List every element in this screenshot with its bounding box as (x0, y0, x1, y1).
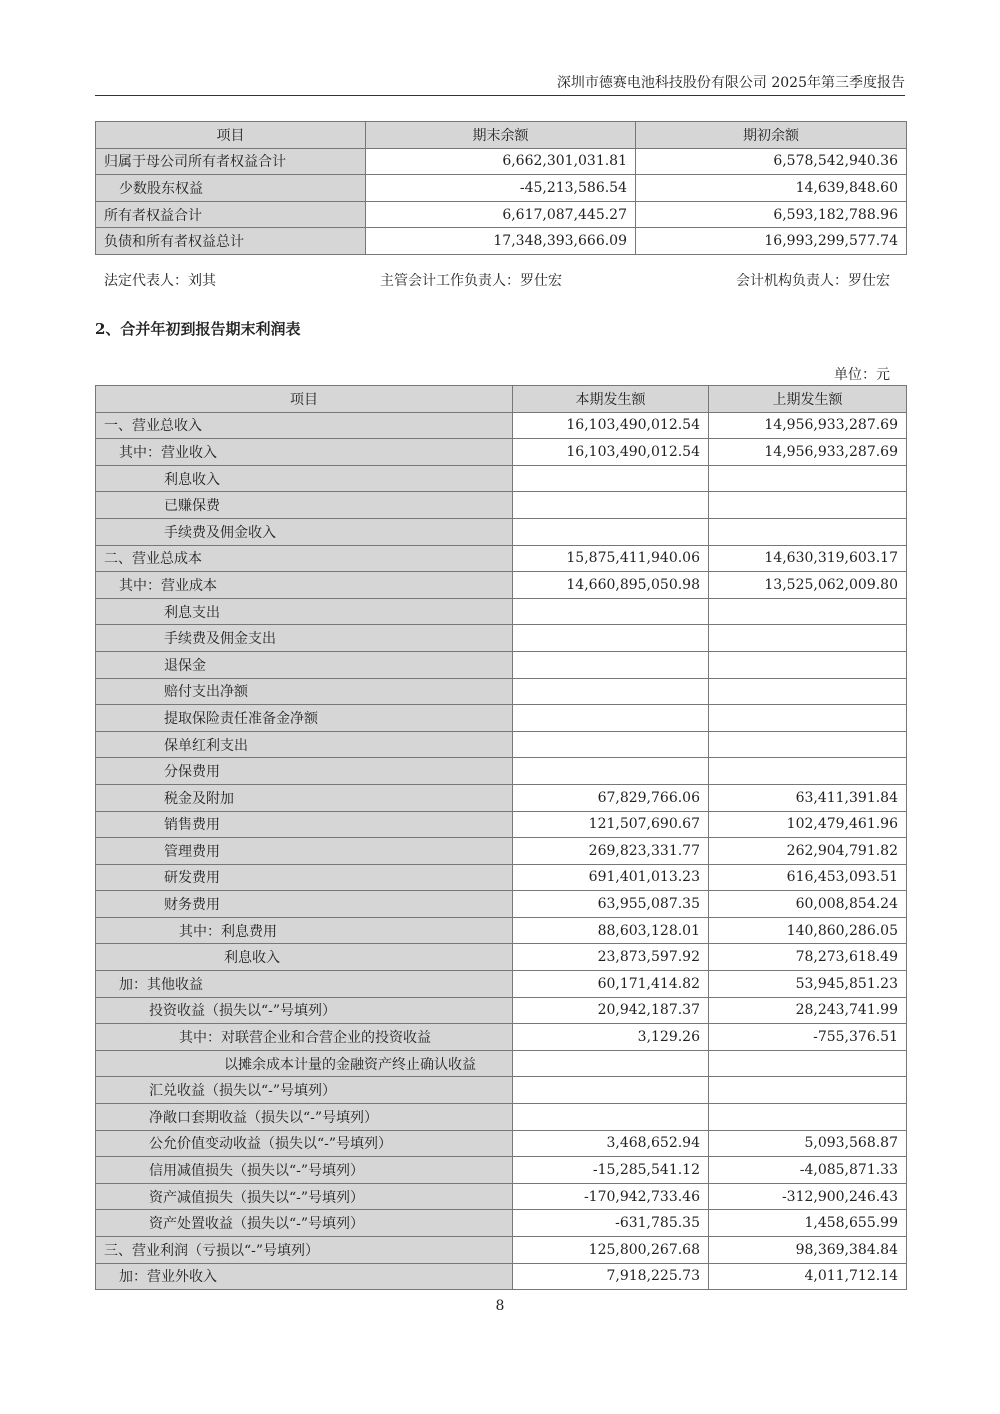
value-prev (709, 705, 907, 732)
table-header-row (96, 386, 907, 413)
value-cur: -15,285,541.12 (513, 1157, 709, 1184)
row-label: 汇兑收益（损失以“-”号填列） (96, 1077, 513, 1104)
row-label: 信用减值损失（损失以“-”号填列） (96, 1157, 513, 1184)
table-row (96, 518, 907, 545)
value-cur: 14,660,895,050.98 (513, 572, 709, 599)
value-prev: 5,093,568.87 (709, 1130, 907, 1157)
row-label: 研发费用 (96, 864, 513, 891)
table-row (96, 944, 907, 971)
table-row (96, 175, 907, 202)
column-header: 项目 (96, 122, 366, 149)
row-label: 公允价值变动收益（损失以“-”号填列） (96, 1130, 513, 1157)
value-cur: 269,823,331.77 (513, 838, 709, 865)
row-label: 其中：利息费用 (96, 917, 513, 944)
income-statement-table (95, 385, 907, 1290)
value-cur: 15,875,411,940.06 (513, 545, 709, 572)
table-row (96, 971, 907, 998)
table-row (96, 651, 907, 678)
value-prev: 4,011,712.14 (709, 1263, 907, 1290)
value-cur: 23,873,597.92 (513, 944, 709, 971)
value-prev (709, 625, 907, 652)
table-header-row (96, 122, 907, 149)
value-prev (709, 465, 907, 492)
table-row (96, 412, 907, 439)
value-prev (709, 678, 907, 705)
value-prev: 616,453,093.51 (709, 864, 907, 891)
row-label: 投资收益（损失以“-”号填列） (96, 997, 513, 1024)
header-rule (95, 95, 905, 96)
value-prev (709, 651, 907, 678)
row-label: 净敞口套期收益（损失以“-”号填列） (96, 1104, 513, 1131)
column-header: 期末余额 (366, 122, 636, 149)
value-cur: -631,785.35 (513, 1210, 709, 1237)
table-row (96, 811, 907, 838)
report-header: 深圳市德赛电池科技股份有限公司 2025年第三季度报告 (556, 75, 905, 91)
value-cur: 3,129.26 (513, 1024, 709, 1051)
value-begin: 16,993,299,577.74 (636, 228, 907, 255)
value-cur: 7,918,225.73 (513, 1263, 709, 1290)
value-prev: 53,945,851.23 (709, 971, 907, 998)
value-cur (513, 678, 709, 705)
value-prev (709, 758, 907, 785)
row-label: 利息收入 (96, 465, 513, 492)
table-row (96, 1024, 907, 1051)
value-cur: -170,942,733.46 (513, 1183, 709, 1210)
value-prev: 60,008,854.24 (709, 891, 907, 918)
balance-sheet-table (95, 121, 907, 255)
value-prev: -312,900,246.43 (709, 1183, 907, 1210)
row-label: 保单红利支出 (96, 731, 513, 758)
value-cur (513, 731, 709, 758)
value-cur (513, 465, 709, 492)
table-row (96, 678, 907, 705)
row-label: 少数股东权益 (96, 175, 366, 202)
table-row (96, 917, 907, 944)
table-row (96, 1050, 907, 1077)
table-row (96, 492, 907, 519)
value-cur: 691,401,013.23 (513, 864, 709, 891)
table-row (96, 1077, 907, 1104)
value-cur: 125,800,267.68 (513, 1237, 709, 1264)
value-cur (513, 758, 709, 785)
value-begin: 6,578,542,940.36 (636, 148, 907, 175)
value-prev: -755,376.51 (709, 1024, 907, 1051)
value-cur (513, 1050, 709, 1077)
row-label: 税金及附加 (96, 784, 513, 811)
row-label: 负债和所有者权益总计 (96, 228, 366, 255)
value-prev: 13,525,062,009.80 (709, 572, 907, 599)
table-row (96, 1130, 907, 1157)
value-begin: 6,593,182,788.96 (636, 201, 907, 228)
table-row (96, 148, 907, 175)
table-row (96, 228, 907, 255)
row-label: 手续费及佣金支出 (96, 625, 513, 652)
table-row (96, 1104, 907, 1131)
value-cur: 121,507,690.67 (513, 811, 709, 838)
row-label: 一、营业总收入 (96, 412, 513, 439)
row-label: 其中：营业成本 (96, 572, 513, 599)
table-row (96, 598, 907, 625)
table-row (96, 1263, 907, 1290)
row-label: 财务费用 (96, 891, 513, 918)
table-row (96, 784, 907, 811)
value-cur: 67,829,766.06 (513, 784, 709, 811)
row-label: 赔付支出净额 (96, 678, 513, 705)
row-label: 利息收入 (96, 944, 513, 971)
row-label: 资产处置收益（损失以“-”号填列） (96, 1210, 513, 1237)
row-label: 归属于母公司所有者权益合计 (96, 148, 366, 175)
row-label: 分保费用 (96, 758, 513, 785)
table-row (96, 758, 907, 785)
row-label: 以摊余成本计量的金融资产终止确认收益 (96, 1050, 513, 1077)
table-row (96, 838, 907, 865)
table-row (96, 201, 907, 228)
row-label: 加：营业外收入 (96, 1263, 513, 1290)
table-row (96, 1237, 907, 1264)
table-row (96, 864, 907, 891)
value-prev (709, 492, 907, 519)
row-label: 二、营业总成本 (96, 545, 513, 572)
row-label: 其中：对联营企业和合营企业的投资收益 (96, 1024, 513, 1051)
table-row (96, 997, 907, 1024)
table-row (96, 891, 907, 918)
row-label: 加：其他收益 (96, 971, 513, 998)
value-prev: -4,085,871.33 (709, 1157, 907, 1184)
value-prev: 14,956,933,287.69 (709, 439, 907, 466)
value-cur: 16,103,490,012.54 (513, 412, 709, 439)
row-label: 三、营业利润（亏损以“-”号填列） (96, 1237, 513, 1264)
table-row (96, 1157, 907, 1184)
legal-representative: 法定代表人：刘其 (104, 273, 216, 289)
value-prev (709, 731, 907, 758)
row-label: 利息支出 (96, 598, 513, 625)
row-label: 手续费及佣金收入 (96, 518, 513, 545)
table-row (96, 625, 907, 652)
row-label: 资产减值损失（损失以“-”号填列） (96, 1183, 513, 1210)
value-cur: 16,103,490,012.54 (513, 439, 709, 466)
value-cur (513, 625, 709, 652)
value-prev: 14,956,933,287.69 (709, 412, 907, 439)
accounting-head: 主管会计工作负责人：罗仕宏 (380, 273, 562, 289)
row-label: 销售费用 (96, 811, 513, 838)
value-prev: 14,630,319,603.17 (709, 545, 907, 572)
value-cur (513, 492, 709, 519)
value-cur (513, 598, 709, 625)
row-label: 提取保险责任准备金净额 (96, 705, 513, 732)
table-row (96, 1210, 907, 1237)
value-end: 17,348,393,666.09 (366, 228, 636, 255)
section-title: 2、合并年初到报告期末利润表 (95, 320, 301, 338)
value-prev: 28,243,741.99 (709, 997, 907, 1024)
table-row (96, 705, 907, 732)
row-label: 已赚保费 (96, 492, 513, 519)
value-cur: 60,171,414.82 (513, 971, 709, 998)
table-row (96, 1183, 907, 1210)
value-cur: 3,468,652.94 (513, 1130, 709, 1157)
value-begin: 14,639,848.60 (636, 175, 907, 202)
value-cur (513, 705, 709, 732)
table-row (96, 572, 907, 599)
value-end: 6,662,301,031.81 (366, 148, 636, 175)
value-cur (513, 1104, 709, 1131)
value-cur (513, 1077, 709, 1104)
value-prev: 98,369,384.84 (709, 1237, 907, 1264)
value-prev (709, 1050, 907, 1077)
column-header: 项目 (96, 386, 513, 413)
table-row (96, 465, 907, 492)
value-prev (709, 518, 907, 545)
value-prev: 140,860,286.05 (709, 917, 907, 944)
value-cur: 63,955,087.35 (513, 891, 709, 918)
value-prev: 1,458,655.99 (709, 1210, 907, 1237)
value-prev (709, 598, 907, 625)
value-end: 6,617,087,445.27 (366, 201, 636, 228)
value-prev: 262,904,791.82 (709, 838, 907, 865)
value-cur: 20,942,187.37 (513, 997, 709, 1024)
table-row (96, 731, 907, 758)
unit-label: 单位：元 (834, 367, 890, 383)
value-cur (513, 651, 709, 678)
value-end: -45,213,586.54 (366, 175, 636, 202)
value-prev: 63,411,391.84 (709, 784, 907, 811)
page-number: 8 (495, 1298, 505, 1314)
column-header: 本期发生额 (513, 386, 709, 413)
row-label: 所有者权益合计 (96, 201, 366, 228)
column-header: 上期发生额 (709, 386, 907, 413)
row-label: 管理费用 (96, 838, 513, 865)
column-header: 期初余额 (636, 122, 907, 149)
table-row (96, 545, 907, 572)
value-prev: 78,273,618.49 (709, 944, 907, 971)
value-cur: 88,603,128.01 (513, 917, 709, 944)
table-row (96, 439, 907, 466)
value-prev (709, 1104, 907, 1131)
row-label: 其中：营业收入 (96, 439, 513, 466)
value-prev (709, 1077, 907, 1104)
accounting-agency-head: 会计机构负责人：罗仕宏 (736, 273, 890, 289)
row-label: 退保金 (96, 651, 513, 678)
value-prev: 102,479,461.96 (709, 811, 907, 838)
value-cur (513, 518, 709, 545)
